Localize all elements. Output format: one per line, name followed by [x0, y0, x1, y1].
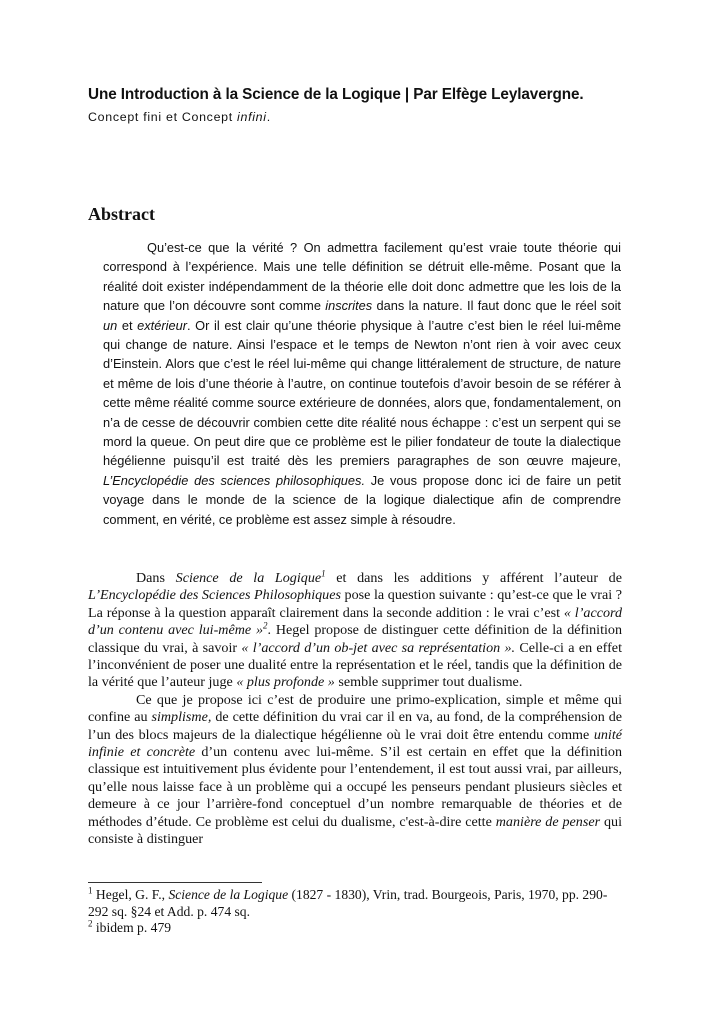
text-run: semble supprimer tout dualisme.	[334, 674, 523, 691]
body-text	[88, 570, 622, 849]
document-subtitle	[88, 110, 271, 124]
footnote-separator	[88, 882, 262, 883]
text-run: Qu’est-ce que la vérité ? On admettra facilement qu’est vraie toute théorie qui correspond à l’expérience. Mais une telle définition se détruit elle-même. Posant que la réalité doit exister indépendamment de la théorie elle doit donc admettre que les lois de la nature que l’on découvre sont comme	[103, 240, 621, 314]
text-run: pose la question suivante : qu’est-ce que le vrai ? La réponse à la question apparaît clairement dans la seconde addition : le vrai c’est	[88, 587, 622, 621]
text-run: ibidem p. 479	[92, 920, 172, 936]
text-run: Ce que je propose ici c’est de produire une primo-explication, simple et même qui confine au	[88, 691, 622, 726]
footnote-reference: 1	[88, 885, 93, 896]
body-paragraph	[88, 692, 622, 849]
footnote	[88, 887, 622, 920]
text-run: . Hegel propose de distinguer cette définition de la définition classique du vrai, à savoir	[88, 622, 622, 656]
subtitle-prefix: Concept fini et Concept	[88, 110, 238, 124]
body-paragraph	[88, 570, 622, 692]
abstract-paragraph	[103, 238, 621, 529]
emphasized-text: « plus profonde »	[236, 674, 335, 691]
emphasized-text: « l’accord d’un ob-jet avec sa représentation ».	[241, 639, 516, 656]
emphasized-text: manière de penser	[495, 813, 601, 830]
footnotes	[88, 887, 622, 937]
emphasized-text: extérieur	[137, 317, 187, 333]
text-run: Je vous propose donc ici de faire un petit voyage dans le monde de la science de la logique dialectique afin de comprendre comment, en vérité, ce problème est assez simple à résoudre.	[103, 472, 621, 527]
emphasized-text: L’Encyclopédie des sciences philosophiques.	[103, 472, 365, 488]
document-title: Une Introduction à la Science de la Logique | Par Elfège Leylavergne.	[88, 86, 584, 103]
footnote	[88, 920, 622, 937]
emphasized-text: simplisme,	[151, 709, 212, 726]
text-run: d’un contenu avec lui-même. S’il est certain en effet que la définition classique est intuitivement plus évidente pour l’entendement, il est tout aussi vrai, par ailleurs, qu’elle nous laisse face à un problème qui a occupé les penseurs pendant plusieurs siècles et demeure à ce jour l’arrière-fond conceptuel d’un nombre remarquable de théories et de méthodes d’étude. Ce problème est celui du dualisme, c'est-à-dire cette	[88, 744, 622, 830]
emphasized-text: « l’accord d’un contenu avec lui-même »	[88, 604, 623, 639]
emphasized-text: un	[103, 317, 118, 333]
footnote-reference: 1	[321, 568, 326, 579]
emphasized-text: inscrites	[325, 298, 373, 314]
text-run: Celle-ci a en effet l’inconvénient de poser une dualité entre la représentation et le réel, tandis que la définition de la vérité que l’auteur juge	[88, 639, 622, 691]
text-run: et	[117, 317, 138, 333]
subtitle-suffix: .	[266, 110, 271, 124]
abstract-heading: Abstract	[88, 204, 155, 224]
emphasized-text: L’Encyclopédie des Sciences Philosophiques	[88, 587, 341, 604]
emphasized-text: unité infinie et concrète	[88, 726, 622, 761]
text-run: Hegel, G. F.,	[92, 887, 169, 902]
footnote-reference: 2	[88, 918, 93, 929]
text-run: . Or il est clair qu’une théorie physique à l’autre c’est bien le réel lui-même qui change de nature. Ainsi l’espace et le temps de Newton n’ont rien à voir avec ceux d’Einstein. Alors que c’est le réel lui-même qui change littéralement de structure, de nature et même de lois d’une théorie à l’autre, on continue toutefois d’avoir besoin de se référer à cette même réalité comme source extérieure de données, alors que, fondamentalement, on n’a de cesse de découvrir combien cette dite réalité nous échappe : c’est un serpent qui se mord la queue. On peut dire que ce problème est le pilier fondateur de toute la dialectique hégélienne puisqu’il est traité dès les premiers paragraphes de son œuvre majeure,	[103, 317, 621, 469]
text-run: (1827 - 1830), Vrin, trad. Bourgeois, Paris, 1970, pp. 290-292 sq. §24 et Add. p. 474 sq.	[88, 887, 608, 919]
text-run: qui consiste à distinguer	[88, 813, 622, 848]
text-run: Dans	[136, 570, 176, 586]
text-run: dans la nature. Il faut donc que le réel soit	[372, 298, 621, 314]
text-run: de cette définition du vrai car il en va, au fond, de la compréhension de l’un des blocs majeurs de la dialectique hégélienne où le vrai doit être entendu comme	[88, 709, 622, 743]
footnote-reference: 2	[263, 620, 268, 631]
emphasized-text: Science de la Logique	[168, 887, 289, 902]
subtitle-emphasis: infini	[237, 110, 267, 124]
emphasized-text: Science de la Logique	[175, 570, 322, 586]
text-run: et dans les additions y afférent l’auteur de	[325, 570, 622, 586]
